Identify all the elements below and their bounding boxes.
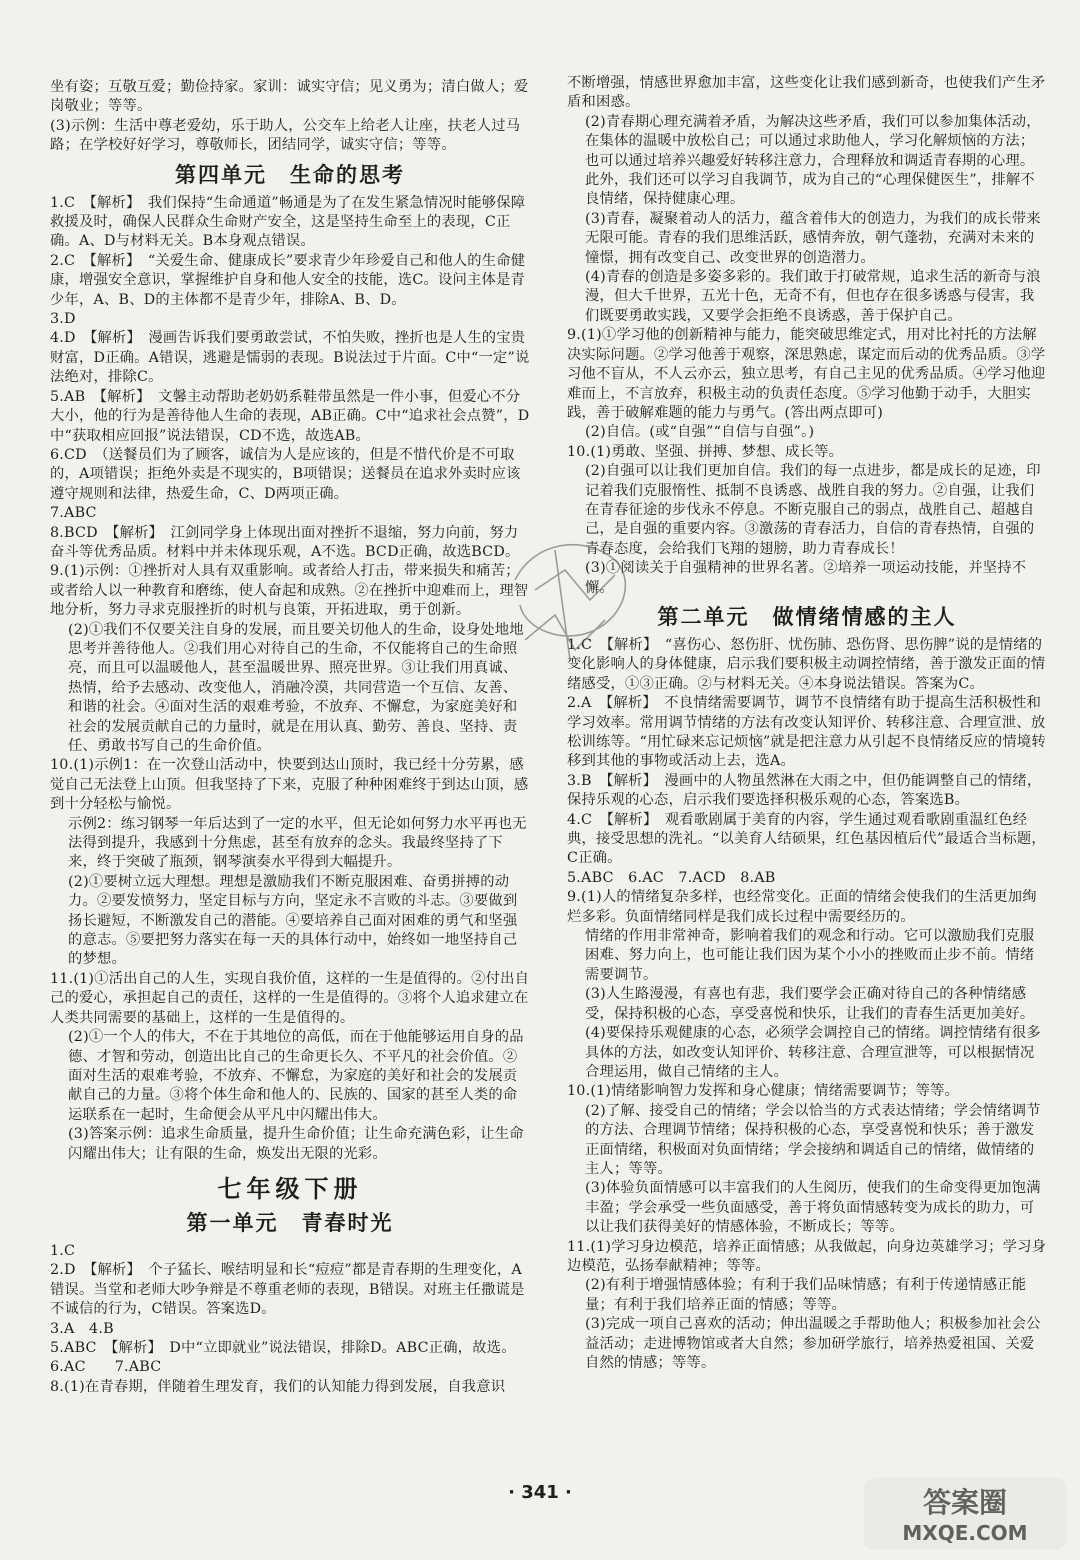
answer-paragraph: 8.BCD 【解析】 江剑同学身上体现出面对挫折不退缩，努力向前，努力奋斗等优秀品质。材料中并未体现乐观，A不选。BCD正确，故选BCD。 xyxy=(50,524,520,560)
site-watermark-logo xyxy=(860,1474,1070,1554)
page-number: · 341 · xyxy=(508,1482,572,1503)
right-column xyxy=(567,74,1047,1373)
answer-paragraph: (3)体验负面情感可以丰富我们的人生阅历，使我们的生命变得更加饱满丰盈；学会承受一些负面感受，善于将负面情感转变为成长的助力，可以让我们获得美好的情感体验，不断成长；等等。 xyxy=(585,1180,1041,1236)
answer-paragraph: (2)①我们不仅要关注自身的发展，而且要关切他人的生命，设身处地地思考并善待他人。②我们用心对待自己的生命，不仅能将自己的生命照亮，而且可以温暖他人，甚至温暖世界、照亮世界。③让我们用真诚、热情，给予去感动、改变他人，消融冷漠，共同营造一个互信、友善、和谐的社会。④面对生活的艰难考验，不放弃、不懈怠，为家庭美好和社会的发展贡献自己的力量时，就是在用认真、勤劳、善良、坚持、责任、勇敢书写自己的生命价值。 xyxy=(68,621,524,754)
answer-paragraph: 坐有姿；互敬互爱；勤俭持家。家训：诚实守信；见义勇为；清白做人；爱岗敬业；等等。 xyxy=(50,79,529,115)
answer-paragraph: 示例2：练习钢琴一年后达到了一定的水平，但无论如何努力水平再也无法得到提升，我感到十分焦虑，甚至有放弃的念头。我最终坚持了下来，终于突破了瓶颈，钢琴演奏水平得到大幅提升。 xyxy=(68,815,527,871)
answer-paragraph: 1.C 【解析】 我们保持“生命通道”畅通是为了在发生紧急情况时能够保障救援及时，确保人民群众生命财产安全，这是坚持生命至上的表现，C正确。A、D与材料无关。B本身观点错误。 xyxy=(50,194,526,250)
answer-paragraph: 2.D 【解析】 个子猛长、喉结明显和长“痘痘”都是青春期的生理变化，A错误。当堂和老师大吵争辩是不尊重老师的表现，B错误。对班主任撒谎是不诚信的行为，C错误。答案选D。 xyxy=(50,1262,525,1318)
answer-paragraph: 5.ABC 【解析】 D中“立即就业”说法错误，排除D。ABC正确，故选。 xyxy=(50,1339,516,1356)
answer-paragraph: 9.(1)示例：①挫折对人具有双重影响。或者给人打击，带来损失和痛苦；或者给人以一种教育和磨练，使人奋起和成熟。②在挫折中迎难而上，理智地分析，努力寻求克服挫折的时机与良策，开拓进取，勇于创新。 xyxy=(50,563,529,619)
answer-paragraph: 5.AB 【解析】 文馨主动帮助老奶奶系鞋带虽然是一件小事，但爱心不分大小，他的行为是善待他人生命的表现，AB正确。C中“追求社会点赞”，D中“获取相应回报”说法错误，CD不选，故选AB。 xyxy=(50,388,530,444)
answer-paragraph: 9.(1)人的情绪复杂多样，也经常变化。正面的情绪会使我们的生活更加绚烂多彩。负面情绪同样是我们成长过程中需要经历的。 xyxy=(567,889,1037,925)
answer-paragraph: 11.(1)①活出自己的人生，实现自我价值，这样的一生是值得的。②付出自己的爱心，承担起自己的责任，这样的一生是值得的。③将个人追求建立在人类共同需要的基础上，这样的一生是值得的。 xyxy=(50,970,530,1026)
answer-paragraph: (4)要保持乐观健康的心态，必须学会调控自己的情绪。调控情绪有很多具体的方法，如改变认知评价、转移注意、合理宣泄等，可以根据情况合理运用，做自己情绪的主人。 xyxy=(585,1025,1041,1080)
answer-paragraph: 3.A 4.B xyxy=(50,1320,114,1337)
answer-paragraph: (2)自信。(或“自强”“自信与自强”。) xyxy=(585,424,815,441)
answer-paragraph: 6.AC 7.ABC xyxy=(50,1359,162,1376)
answer-paragraph: 10.(1)情绪影响智力发挥和身心健康；情绪需要调节；等等。 xyxy=(567,1083,960,1100)
answer-paragraph: 7.ABC xyxy=(50,505,97,522)
answer-paragraph: (2)青春期心理充满着矛盾，为解决这些矛盾，我们可以参加集体活动，在集体的温暖中放松自己；可以通过求助他人，学习化解烦恼的方法；也可以通过培养兴趣爱好转移注意力，合理释放和调适青春期的心理。此外，我们还可以学习自我调节，成为自己的“心理保健医生”，排解不良情绪，保持健康心理。 xyxy=(585,113,1041,208)
answer-paragraph: 4.D 【解析】 漫画告诉我们要勇敢尝试，不怕失败，挫折也是人生的宝贵财富，D正确。A错误，逃避是懦弱的表现。B说法过于片面。C中“一定”说法绝对，排除C。 xyxy=(50,330,530,386)
answer-paragraph: 2.A 【解析】 不良情绪需要调节，调节不良情绪有助于提高生活积极性和学习效率。常用调节情绪的方法有改变认知评价、转移注意、合理宣泄、放松训练等。“用忙碌来忘记烦恼”就是把注意力从引起不良情绪反应的情境转移到其他的事物或活动上去，选A。 xyxy=(567,695,1046,770)
answer-paragraph: 4.C 【解析】 观看歌剧属于美育的内容，学生通过观看歌剧重温红色经典，接受思想的洗礼。“以美育人结硕果，红色基因植后代”最适合当标题，C正确。 xyxy=(567,811,1046,867)
unit-heading: 第二单元 做情绪情感的主人 xyxy=(657,604,957,629)
svg-text:MXQE.COM: MXQE.COM xyxy=(902,1521,1028,1545)
answer-paragraph: (2)①一个人的伟大，不在于其地位的高低，而在于他能够运用自身的品德、才智和劳动，创造出比自己的生命更长久、不平凡的社会价值。②面对生活的艰难考验，不放弃、不懈怠，为家庭的美好和社会的发展贡献自己的力量。③将个体生命和他人的、民族的、国家的甚至人类的命运联系在一起时，生命便会从平凡中闪耀出伟大。 xyxy=(68,1029,524,1123)
answer-paragraph: 6.CD （送餐员们为了顾客，诚信为人是应该的，但是不惜代价是不可取的，A项错误；拒绝外卖是不现实的，B项错误；送餐员在追求外卖时应该遵守规则和法律，热爱生命，C、D两项正确。 xyxy=(50,446,521,502)
answer-paragraph: 2.C 【解析】 “关爱生命、健康成长”要求青少年珍爱自己和他人的生命健康，增强安全意识，掌握维护自身和他人安全的技能，选C。设问主体是青少年，A、B、D的主体都不是青少年，排除A、B、D。 xyxy=(50,252,526,308)
answer-paragraph: (3)答案示例：追求生命质量，提升生命价值；让生命充满色彩，让生命闪耀出伟大；让有限的生命，焕发出无限的光彩。 xyxy=(68,1126,524,1162)
answer-paragraph: 情绪的作用非常神奇，影响着我们的观念和行动。它可以激励我们克服困难、努力向上，也可能让我们因为某个小小的挫败而止步不前。情绪需要调节。 xyxy=(585,928,1035,983)
answer-paragraph: (3)①阅读关于自强精神的世界名著。②培养一项运动技能，并坚持不懈。 xyxy=(585,560,1027,596)
answer-paragraph: 11.(1)学习身边模范，培养正面情感；从我做起，向身边英雄学习；学习身边模范，弘扬奉献精神；等等。 xyxy=(567,1238,1047,1274)
answer-paragraph: 5.ABC 6.AC 7.ACD 8.AB xyxy=(567,869,776,886)
answer-paragraph: 3.B 【解析】 漫画中的人物虽然淋在大雨之中，但仍能调整自己的情绪，保持乐观的心态，启示我们要选择积极乐观的心态，答案选B。 xyxy=(567,772,1042,809)
answer-paragraph: (4)青春的创造是多姿多彩的。我们敢于打破常规，追求生活的新奇与浪漫，但大千世界，五光十色，无奇不有，但也存在很多诱惑与侵害，我们既要勇敢实践，又要学会拒绝不良诱惑，善于保护自己。 xyxy=(585,269,1041,324)
answer-paragraph: 8.(1)在青春期，伴随着生理发育，我们的认知能力得到发展，自我意识 xyxy=(50,1378,506,1395)
svg-text:答案圈: 答案圈 xyxy=(922,1486,1008,1519)
answer-paragraph: 10.(1)勇敢、坚强、拼搏、梦想、成长等。 xyxy=(567,443,844,460)
answer-paragraph: 3.D xyxy=(50,311,76,328)
answer-paragraph: 9.(1)①学习他的创新精神与能力，能突破思维定式，用对比衬托的方法解决实际问题。②学习他善于观察，深思熟虑，谋定而后动的优秀品质。③学习他不盲从，不人云亦云，独立思考，有自己主见的优秀品质。④学习他迎难而上，不言放弃，积极主动的负责任态度。⑤学习他勤于动手，大胆实践，善于破解难题的能力与勇气。(答出两点即可) xyxy=(567,327,1046,421)
answer-paragraph: (2)有利于增强情感体验；有利于我们品味情感；有利于传递情感正能量；有利于我们培养正面的情感；等等。 xyxy=(585,1277,1027,1313)
answer-paragraph: 不断增强，情感世界愈加丰富，这些变化让我们感到新奇，也使我们产生矛盾和困惑。 xyxy=(567,75,1046,111)
answer-paragraph: (2)自强可以让我们更加自信。我们的每一点进步，都是成长的足迹，印记着我们克服惰性、抵制不良诱惑、战胜自我的努力。②自强，让我们在青春征途的步伐永不停息。不断克服自己的弱点，战胜自己、超越自己，是自强的重要内容。③激荡的青春活力，自信的青春热情，自强的青春态度，会给我们飞翔的翅膀，助力青春成长！ xyxy=(585,463,1041,557)
answer-paragraph: 1.C xyxy=(50,1242,76,1259)
answer-paragraph: (3)青春，凝聚着动人的活力，蕴含着伟大的创造力，为我们的成长带来无限可能。青春的我们思维活跃，感情奔放，朝气蓬勃，充满对未来的憧憬，拥有改变自己、改变世界的创造潜力。 xyxy=(585,210,1041,266)
answer-paragraph: (3)完成一项自己喜欢的活动；伸出温暖之手帮助他人；积极参加社会公益活动；走进博物馆或者大自然；参加研学旅行，培养热爱祖国、关爱自然的情感；等等。 xyxy=(585,1316,1041,1371)
answer-paragraph: (2)①要树立远大理想。理想是激励我们不断克服困难、奋勇拼搏的动力。②要发愤努力，坚定目标与方向，坚定永不言败的斗志。③要做到扬长避短，不断激发自己的潜能。④要培养自己面对困难的勇气和坚强的意志。⑤要把努力落实在每一天的具体行动中，始终如一地坚持自己的梦想。 xyxy=(68,873,518,968)
answer-paragraph: 1.C 【解析】 “喜伤心、怒伤肝、忧伤肺、恐伤肾、思伤脾”说的是情绪的变化影响人的身体健康，启示我们要积极主动调控情绪，善于激发正面的情绪感受，①③正确。②与材料无关。④本身说法错误。答案为C。 xyxy=(567,636,1046,692)
answer-paragraph: 10.(1)示例1：在一次登山活动中，快要到达山顶时，我已经十分劳累，感觉自己无法登上山顶。但我坚持了下来，克服了种种困难终于到达山顶，感到十分轻松与愉悦。 xyxy=(50,757,529,813)
answer-paragraph: (3)人生路漫漫，有喜也有悲，我们要学会正确对待自己的各种情绪感受，保持积极的心态，享受喜悦和快乐，让我们的青春生活更加美好。 xyxy=(585,986,1035,1022)
grade-heading: 七年级下册 xyxy=(217,1174,363,1203)
answer-paragraph: (2)了解、接受自己的情绪；学会以恰当的方式表达情绪；学会情绪调节的方法、合理调节情绪；保持积极的心态，享受喜悦和快乐；善于激发正面情绪，积极面对负面情绪；学会接纳和调适自己的情绪，做情绪的主人；等等。 xyxy=(585,1102,1041,1177)
left-column xyxy=(50,78,530,1397)
unit-heading: 第一单元 青春时光 xyxy=(186,1210,394,1235)
answer-paragraph: (3)示例：生活中尊老爱幼，乐于助人，公交车上给老人让座，扶老人过马路；在学校好好学习，尊敬师长，团结同学，诚实守信；等等。 xyxy=(50,117,521,154)
unit-heading: 第四单元 生命的思考 xyxy=(175,162,405,187)
